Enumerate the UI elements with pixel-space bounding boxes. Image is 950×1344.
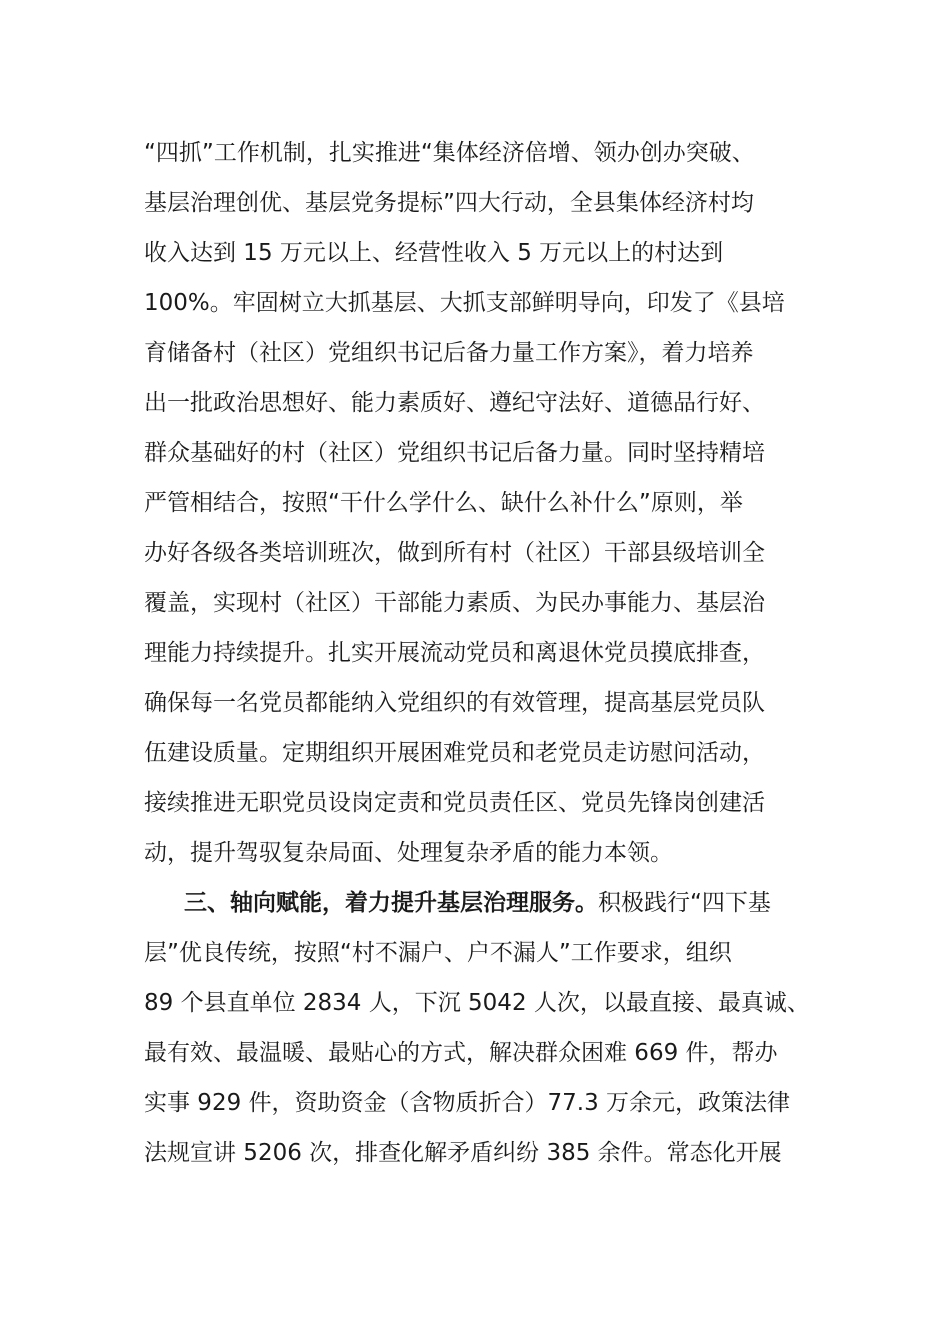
paragraph-line: 100%。牢固树立大抓基层、大抓支部鲜明导向，印发了《县培	[144, 290, 785, 316]
paragraph-line: 出一批政治思想好、能力素质好、遵纪守法好、道德品行好、	[144, 390, 765, 416]
paragraph-line: 法规宣讲 5206 次，排查化解矛盾纠纷 385 余件。常态化开展	[144, 1140, 782, 1166]
paragraph-line: “四抓”工作机制，扎实推进“集体经济倍增、领办创办突破、	[144, 140, 755, 166]
paragraph-line: 最有效、最温暖、最贴心的方式，解决群众困难 669 件，帮办	[144, 1040, 778, 1066]
paragraph-line: 基层治理创优、基层党务提标”四大行动，全县集体经济村均	[144, 190, 754, 216]
paragraph-line: 覆盖，实现村（社区）干部能力素质、为民办事能力、基层治	[144, 590, 765, 616]
paragraph-line: 层”优良传统，按照“村不漏户、户不漏人”工作要求，组织	[144, 940, 732, 966]
paragraph-line: 接续推进无职党员设岗定责和党员责任区、党员先锋岗创建活	[144, 790, 765, 816]
paragraph-line: 伍建设质量。定期组织开展困难党员和老党员走访慰问活动，	[144, 740, 765, 766]
section-3-first-line	[144, 878, 824, 928]
paragraph-line: 育储备村（社区）党组织书记后备力量工作方案》，着力培养	[144, 340, 754, 366]
paragraph-line: 实事 929 件，资助资金（含物质折合）77.3 万余元，政策法律	[144, 1090, 791, 1116]
paragraph-line: 办好各级各类培训班次，做到所有村（社区）干部县级培训全	[144, 540, 765, 566]
section-heading: 三、轴向赋能，着力提升基层治理服务。	[184, 890, 598, 916]
paragraph-line: 确保每一名党员都能纳入党组织的有效管理，提高基层党员队	[144, 690, 765, 716]
paragraph-line: 群众基础好的村（社区）党组织书记后备力量。同时坚持精培	[144, 440, 765, 466]
paragraph-line: 动，提升驾驭复杂局面、处理复杂矛盾的能力本领。	[144, 840, 673, 866]
paragraph-line: 理能力持续提升。扎实开展流动党员和离退休党员摸底排查，	[144, 640, 765, 666]
paragraph-line: 收入达到 15 万元以上、经营性收入 5 万元以上的村达到	[144, 240, 724, 266]
section-3-first-line-text: 积极践行“四下基	[598, 890, 771, 916]
paragraph-line: 严管相结合，按照“干什么学什么、缺什么补什么”原则，举	[144, 490, 743, 516]
paragraph-line: 89 个县直单位 2834 人，下沉 5042 人次，以最直接、最真诚、	[144, 990, 810, 1016]
document-body	[144, 128, 824, 1178]
